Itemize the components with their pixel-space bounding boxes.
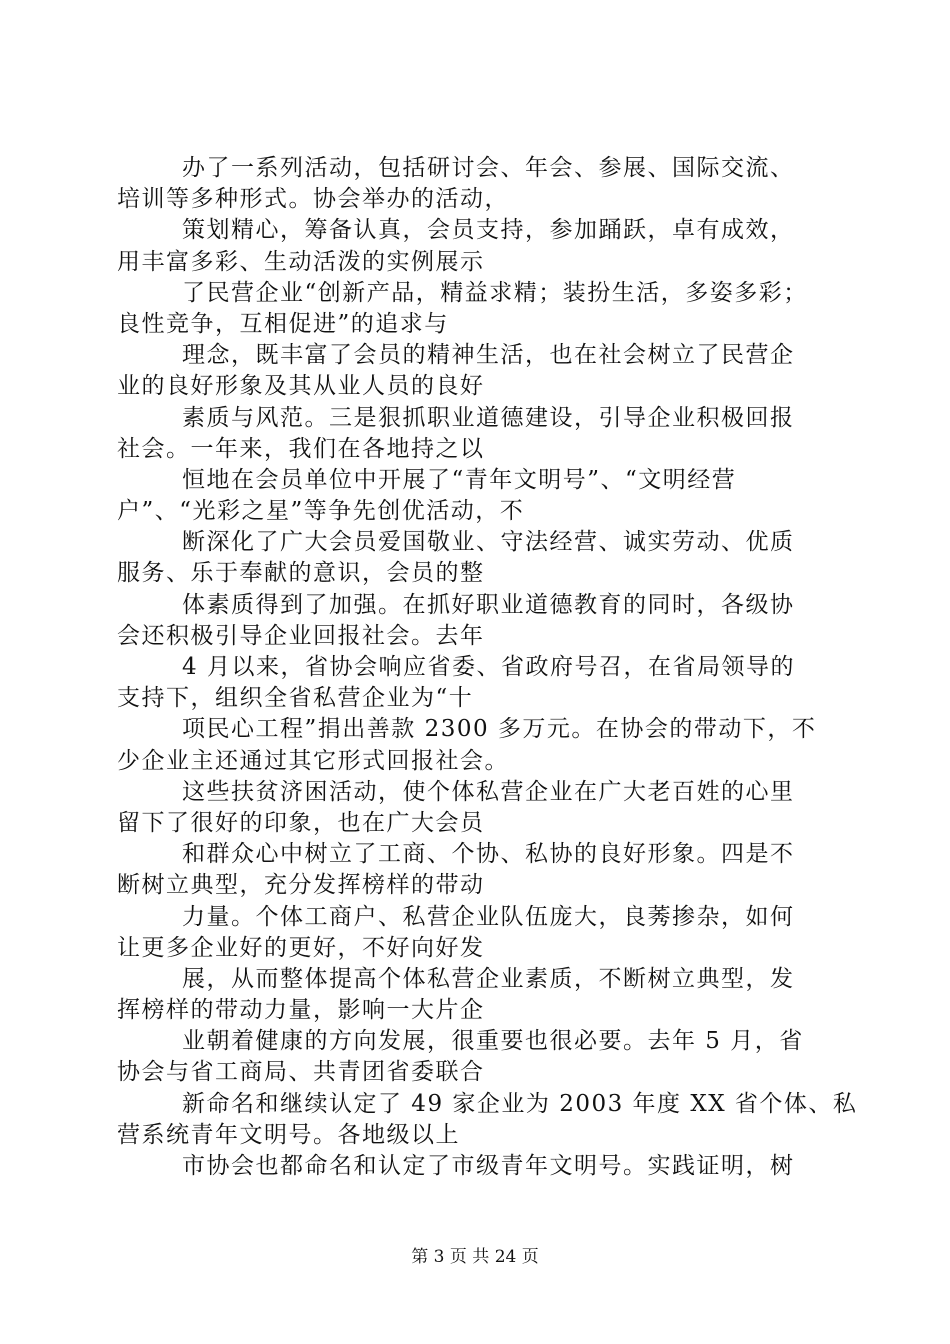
text-line: 体素质得到了加强。在抓好职业道德教育的同时，各级协 (182, 591, 795, 618)
text-line: 4 月以来，省协会响应省委、省政府号召，在省局领导的 (182, 654, 795, 680)
page-footer: 第 3 页 共 24 页 (411, 1247, 539, 1267)
text-line: 这些扶贫济困活动，使个体私营企业在广大老百姓的心里 (182, 778, 795, 805)
text-line: 和群众心中树立了工商、个协、私协的良好形象。四是不 (182, 841, 795, 868)
text-line: 力量。个体工商户、私营企业队伍庞大，良莠掺杂，如何 (182, 903, 795, 930)
text-line: 素质与风范。三是狠抓职业道德建设，引导企业积极回报 (182, 404, 795, 431)
text-line: 留下了很好的印象，也在广大会员 (117, 809, 485, 836)
text-line: 业朝着健康的方向发展，很重要也很必要。去年 5 月，省 (182, 1028, 804, 1055)
text-line: 恒地在会员单位中开展了“青年文明号”、“文明经营 (182, 466, 737, 493)
text-line: 服务、乐于奉献的意识，会员的整 (117, 560, 485, 587)
text-line: 展，从而整体提高个体私营企业素质，不断树立典型，发 (182, 965, 795, 992)
text-line: 了民营企业“创新产品，精益求精；装扮生活，多姿多彩； (182, 279, 808, 306)
text-line: 户”、“光彩之星”等争先创优活动，不 (117, 498, 525, 525)
text-line: 协会与省工商局、共青团省委联合 (117, 1059, 485, 1086)
text-line: 理念，既丰富了会员的精神生活，也在社会树立了民营企 (182, 342, 795, 369)
text-line: 会还积极引导企业回报社会。去年 (117, 622, 485, 649)
text-line: 策划精心，筹备认真，会员支持，参加踊跃，卓有成效， (182, 217, 795, 244)
text-line: 办了一系列活动，包括研讨会、年会、参展、国际交流、 (182, 155, 795, 181)
text-line: 市协会也都命名和认定了市级青年文明号。实践证明，树 (182, 1153, 795, 1179)
text-line: 让更多企业好的更好，不好向好发 (117, 934, 485, 961)
text-line: 业的良好形象及其从业人员的良好 (117, 373, 485, 400)
text-line: 培训等多种形式。协会举办的活动， (117, 186, 509, 213)
text-line: 社会。一年来，我们在各地持之以 (117, 435, 485, 462)
body-text (117, 153, 858, 1182)
text-line: 营系统青年文明号。各地级以上 (117, 1121, 460, 1148)
text-line: 断深化了广大会员爱国敬业、守法经营、诚实劳动、优质 (182, 529, 795, 556)
text-line: 用丰富多彩、生动活泼的实例展示 (117, 248, 485, 275)
text-line: 项民心工程”捐出善款 2300 多万元。在协会的带动下，不 (182, 716, 817, 743)
text-line: 支持下，组织全省私营企业为“十 (117, 685, 474, 712)
text-line: 良性竞争，互相促进”的追求与 (117, 310, 449, 337)
text-line: 新命名和继续认定了 49 家企业为 2003 年度 XX 省个体、私 (182, 1090, 858, 1117)
text-line: 挥榜样的带动力量，影响一大片企 (117, 997, 485, 1024)
text-line: 断树立典型，充分发挥榜样的带动 (117, 872, 485, 899)
text-line: 少企业主还通过其它形式回报社会。 (117, 747, 509, 774)
